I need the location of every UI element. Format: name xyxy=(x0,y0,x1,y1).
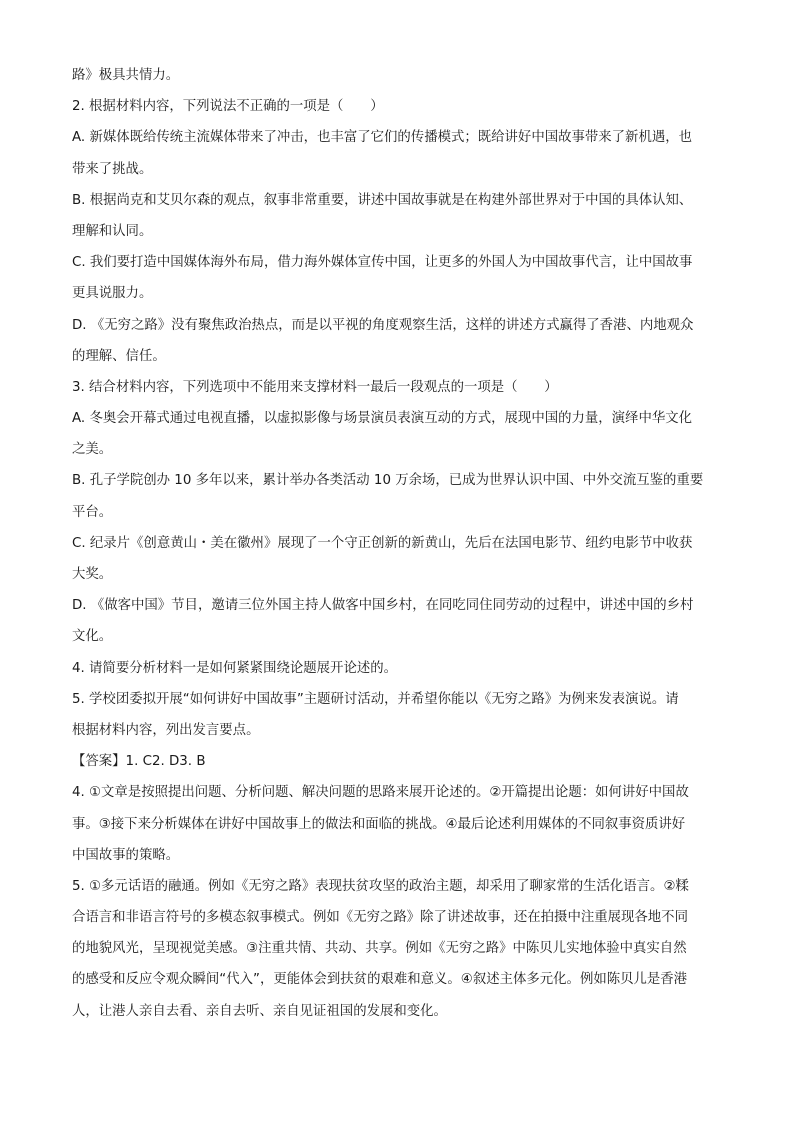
option-b-line: B. 根据尚克和艾贝尔森的观点，叙事非常重要，讲述中国故事就是在构建外部世界对于中国的具体认知、 xyxy=(72,192,693,208)
option-b-line: B. 孔子学院创办 10 多年以来，累计举办各类活动 10 万余场，已成为世界认识中国、中外交流互鉴的重要 xyxy=(72,473,704,489)
option-b-line: 平台。 xyxy=(72,504,113,520)
answer-4-line: 4. ①文章是按照提出问题、分析问题、解决问题的思路来展开论述的。②开篇提出论题：如何讲好中国故 xyxy=(72,785,689,801)
option-a-line: 带来了挑战。 xyxy=(72,161,153,177)
question-3: 3. 结合材料内容，下列选项中不能用来支撑材料一最后一段观点的一项是（ ） xyxy=(72,379,558,395)
option-a-line: 之美。 xyxy=(72,442,113,458)
option-c-line: 大奖。 xyxy=(72,567,113,582)
option-c-line: 更具说服力。 xyxy=(72,286,153,302)
answer-5-line: 5. ①多元话语的融通。例如《无穷之路》表现扶贫攻坚的政治主题，却采用了聊家常的生活化语言。②糅 xyxy=(72,878,689,894)
option-a-line: A. 冬奥会开幕式通过电视直播，以虚拟影像与场景演员表演互动的方式，展现中国的力量，演绎中华文化 xyxy=(72,411,693,427)
option-d-line: D. 《无穷之路》没有聚焦政治热点，而是以平视的角度观察生活，这样的讲述方式赢得了香港、内地观众 xyxy=(72,317,694,333)
option-d-line: 文化。 xyxy=(72,629,113,645)
document-page xyxy=(72,60,724,1027)
answer-5-line: 合语言和非语言符号的多模态叙事模式。例如《无穷之路》除了讲述故事，还在拍摄中注重展现各地不同 xyxy=(72,910,688,926)
answer-5-line: 人，让港人亲自去看、亲自去听、亲自见证祖国的发展和变化。 xyxy=(72,1003,447,1019)
text-line: 路》极具共情力。 xyxy=(72,68,180,83)
answer-key: 【答案】1. C2. D3. B xyxy=(72,754,206,770)
question-2: 2. 根据材料内容，下列说法不正确的一项是（ ） xyxy=(72,99,384,115)
option-c-line: C. 纪录片《创意黄山・美在徽州》展现了一个守正创新的新黄山，先后在法国电影节、纽约电影节中收获 xyxy=(72,535,693,551)
option-c-line: C. 我们要打造中国媒体海外布局，借力海外媒体宣传中国，让更多的外国人为中国故事代言，让中国故事 xyxy=(72,255,693,271)
question-5: 根据材料内容，列出发言要点。 xyxy=(72,722,260,738)
answer-4-line: 事。③接下来分析媒体在讲好中国故事上的做法和面临的挑战。④最后论述利用媒体的不同叙事资质讲好 xyxy=(72,816,686,832)
question-5: 5. 学校团委拟开展“如何讲好中国故事”主题研讨活动，并希望你能以《无穷之路》为例来发表演说。请 xyxy=(72,691,679,707)
option-d-line: D. 《做客中国》节目，邀请三位外国主持人做客中国乡村，在同吃同住同劳动的过程中，讲述中国的乡村 xyxy=(72,598,694,614)
option-b-line: 理解和认同。 xyxy=(72,223,153,239)
option-a-line: A. 新媒体既给传统主流媒体带来了冲击，也丰富了它们的传播模式；既给讲好中国故事带来了新机遇，也 xyxy=(72,130,693,146)
option-d-line: 的理解、信任。 xyxy=(72,348,166,364)
answer-4-line: 中国故事的策略。 xyxy=(72,847,180,863)
question-4: 4. 请简要分析材料一是如何紧紧围绕论题展开论述的。 xyxy=(72,660,398,676)
answer-5-line: 的地貌风光，呈现视觉美感。③注重共情、共动、共享。例如《无穷之路》中陈贝儿实地体验中真实自然 xyxy=(72,941,687,957)
answer-5-line: 的感受和反应令观众瞬间“代入”，更能体会到扶贫的艰难和意义。④叙述主体多元化。例如陈贝儿是香港 xyxy=(72,972,688,988)
